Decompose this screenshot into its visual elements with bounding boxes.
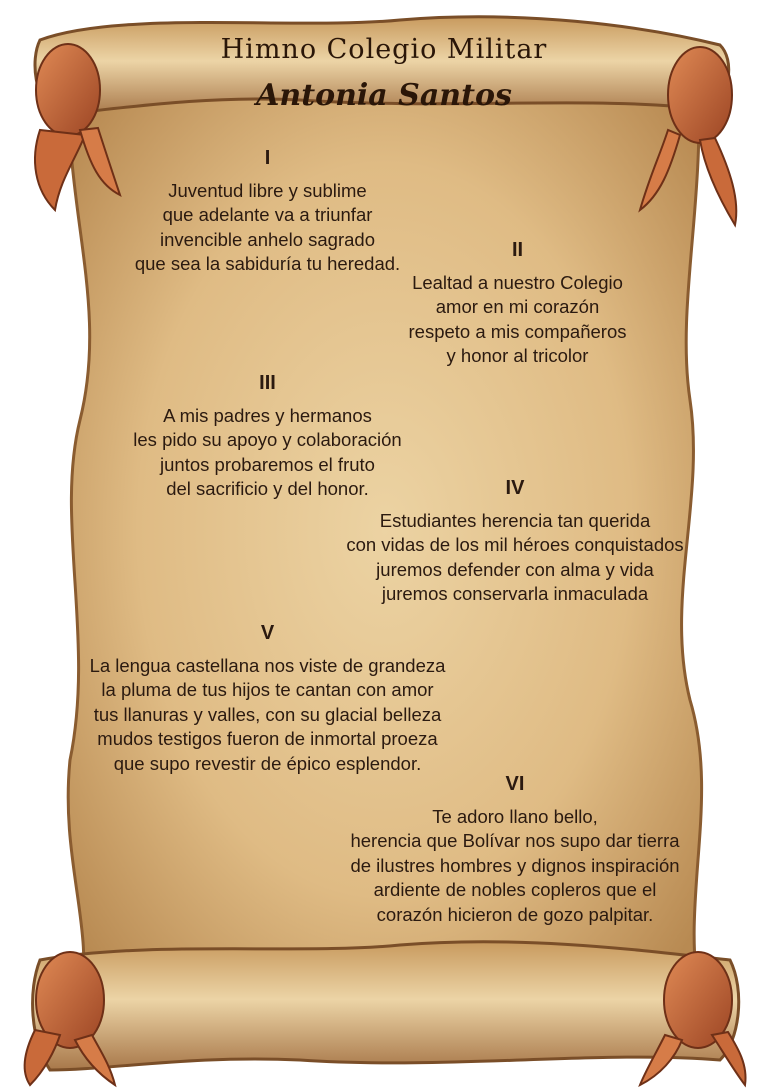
stanza-numeral: III [259,372,276,394]
stanza-line: corazón hicieron de gozo palpitar. [376,903,654,925]
stanza-numeral: VI [505,773,525,795]
stanza-4 [340,476,690,607]
hymn-title: Himno Colegio Militar [220,34,548,65]
stanza-line: la pluma de tus hijos te cantan con amor [101,679,434,700]
school-name: Antonia Santos [256,78,512,113]
stanza-line: Lealtad a nuestro Colegio [412,271,623,293]
stanza-line: que adelante va a triunfar [162,204,373,225]
stanza-5 [80,621,455,776]
stanza-numeral: I [264,147,271,169]
stanza-line: invencible anhelo sagrado [160,228,375,250]
stanza-line: mudos testigos fueron de inmortal proeza [97,728,438,749]
stanza-line: que sea la sabiduría tu heredad. [134,253,401,274]
stanza-line: La lengua castellana nos viste de grandeza [89,654,446,676]
bottom-roll [33,942,739,1070]
stanza-line: tus llanuras y valles, con su glacial belleza [93,703,442,725]
stanza-line: Juventud libre y sublime [168,179,367,201]
stanza-6 [340,772,690,927]
stanza-line: ardiente de nobles copleros que el [373,879,657,900]
stanza-line: Te adoro llano bello, [432,805,598,827]
stanza-line: juremos defender con alma y vida [376,558,654,580]
stanza-line: de ilustres hombres y dignos inspiración [350,854,680,876]
stanza-numeral: IV [505,477,525,499]
stanza-line: herencia que Bolívar nos supo dar tierra [350,830,680,851]
stanza-1 [130,146,405,277]
stanza-line: respeto a mis compañeros [408,320,627,342]
stanza-line: del sacrificio y del honor. [166,478,369,499]
stanza-numeral: II [511,239,524,261]
stanza-line: Estudiantes herencia tan querida [379,509,651,531]
stanza-line: que supo revestir de épico esplendor. [113,752,422,774]
stanza-2 [395,238,640,369]
stanza-line: A mis padres y hermanos [163,404,372,426]
stanza-line: juremos conservarla inmaculada [381,583,649,604]
stanza-line: les pido su apoyo y colaboración [133,429,402,450]
stanza-line: y honor al tricolor [446,345,589,366]
stanza-line: juntos probaremos el fruto [160,453,375,475]
stanza-line: con vidas de los mil héroes conquistados [346,534,684,555]
stanza-numeral: V [260,622,275,644]
stanza-line: amor en mi corazón [435,296,600,317]
